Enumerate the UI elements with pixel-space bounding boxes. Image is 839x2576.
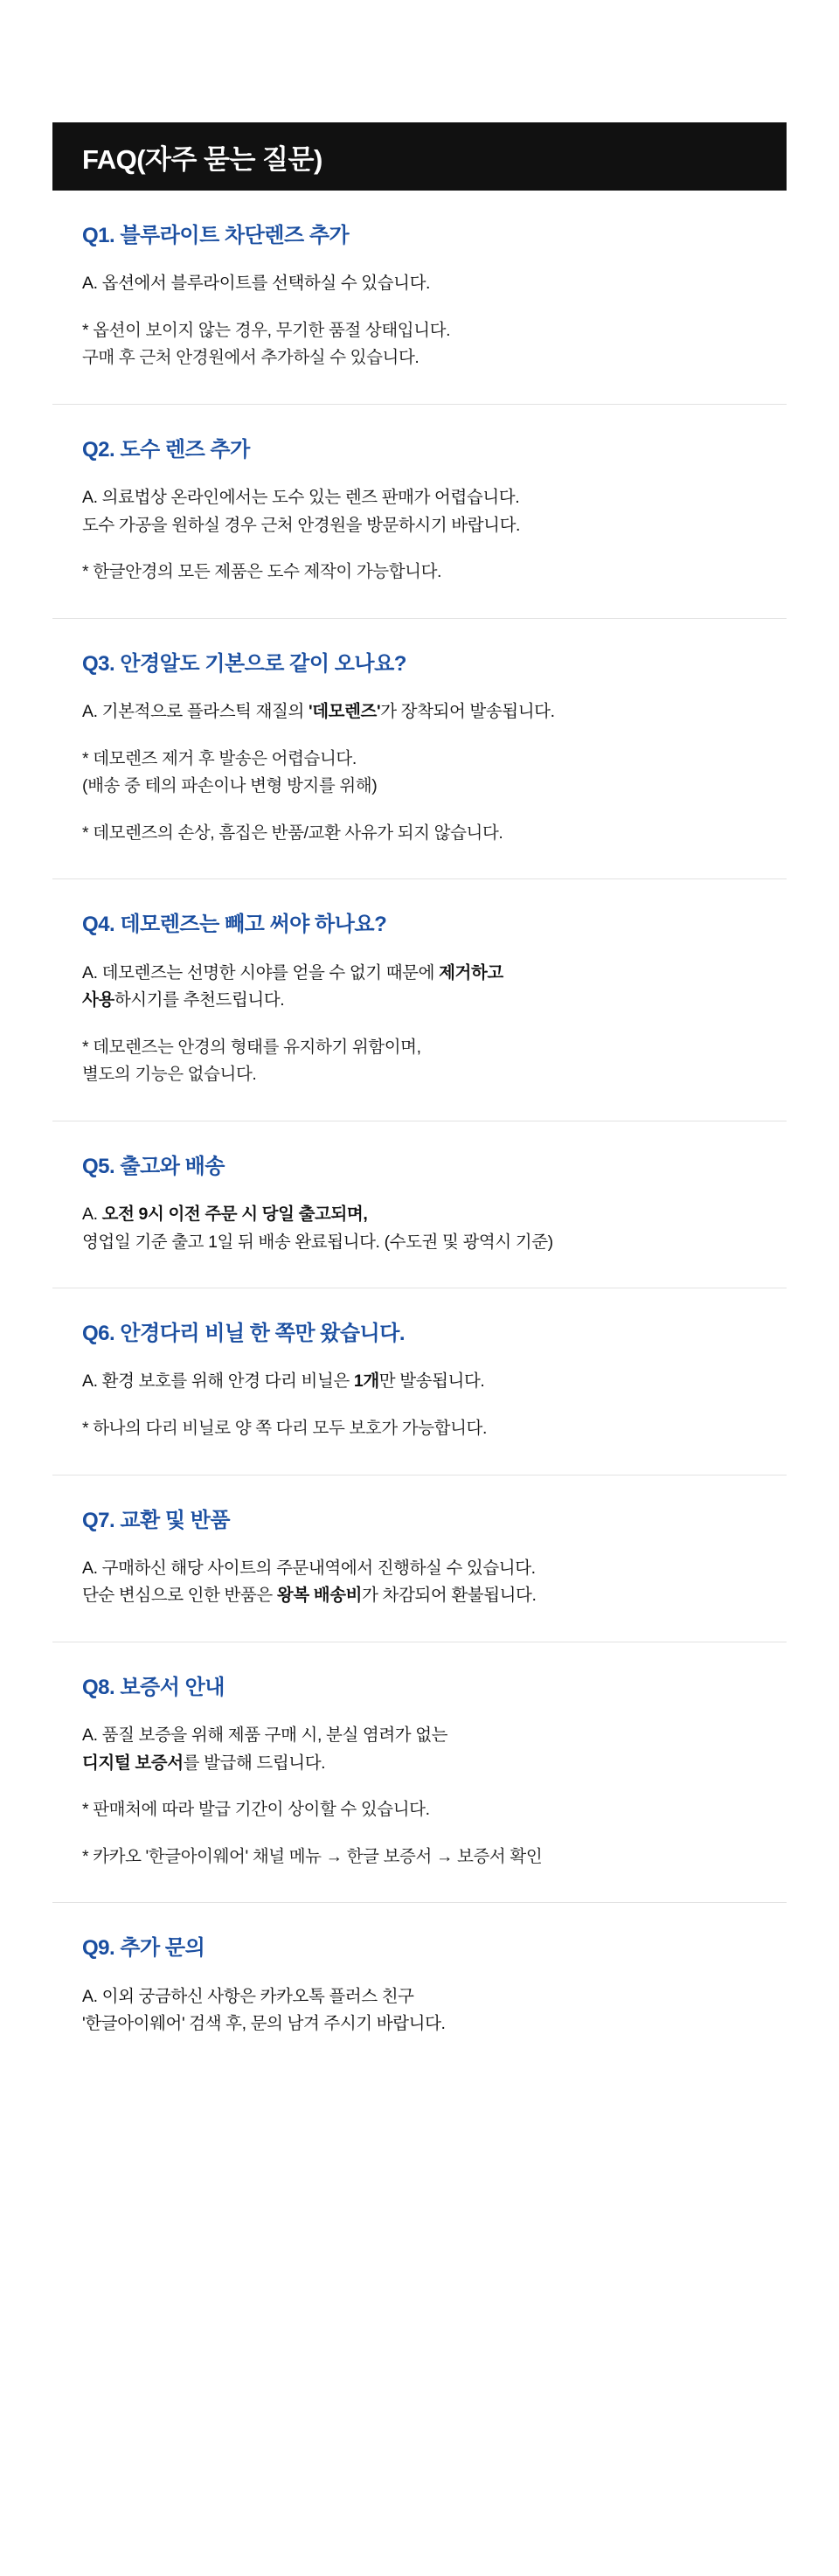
faq-answer-block: A. 이외 궁금하신 사항은 카카오톡 플러스 친구 '한글아이웨어' 검색 후, 문의 남겨 주시기 바랍니다.: [82, 1986, 446, 2034]
faq-item: [52, 1121, 787, 1288]
page-title: FAQ(자주 묻는 질문): [82, 143, 322, 175]
faq-answer-block: * 하나의 다리 비닐로 양 쪽 다리 모두 보호가 가능합니다.: [82, 1418, 487, 1438]
faq-container: [52, 0, 787, 2070]
faq-item: [52, 1903, 787, 2069]
faq-question: Q8. 보증서 안내: [82, 1675, 225, 1699]
faq-answer-block: * 판매처에 따라 발급 기간이 상이할 수 있습니다.: [82, 1800, 430, 1820]
faq-item: [52, 405, 787, 619]
faq-item: [52, 1642, 787, 1904]
faq-question: Q3. 안경알도 기본으로 같이 오나요?: [82, 651, 406, 676]
faq-title-bar: [52, 122, 787, 191]
faq-item: [52, 1288, 787, 1475]
faq-answer-block: A. 데모렌즈는 선명한 시야를 얻을 수 없기 때문에 제거하고 사용하시기를 추천드립니다.: [82, 962, 503, 1010]
faq-answer-block: * 데모렌즈의 손상, 흠집은 반품/교환 사유가 되지 않습니다.: [82, 823, 503, 843]
faq-answer-block: * 카카오 '한글아이웨어' 채널 메뉴 → 한글 보증서 → 보증서 확인: [82, 1846, 543, 1866]
faq-answer-block: * 데모렌즈 제거 후 발송은 어렵습니다. (배송 중 테의 파손이나 변형 방지를 위해): [82, 748, 378, 796]
faq-item: [52, 191, 787, 405]
faq-answer-block: A. 환경 보호를 위해 안경 다리 비닐은 1개만 발송됩니다.: [82, 1371, 485, 1392]
faq-answer-block: A. 기본적으로 플라스틱 재질의 '데모렌즈'가 장착되어 발송됩니다.: [82, 702, 555, 722]
faq-question: Q5. 출고와 배송: [82, 1154, 225, 1178]
faq-list: [52, 191, 787, 2070]
faq-question: Q4. 데모렌즈는 빼고 써야 하나요?: [82, 913, 387, 937]
faq-answer-block: A. 옵션에서 블루라이트를 선택하실 수 있습니다.: [82, 274, 431, 294]
faq-item: [52, 879, 787, 1121]
faq-question: Q1. 블루라이트 차단렌즈 추가: [82, 224, 350, 247]
faq-answer-block: A. 의료법상 온라인에서는 도수 있는 렌즈 판매가 어렵습니다. 도수 가공을 원하실 경우 근처 안경원을 방문하시기 바랍니다.: [82, 488, 521, 535]
faq-answer-block: * 데모렌즈는 안경의 형태를 유지하기 위함이며, 별도의 기능은 없습니다.: [82, 1037, 421, 1085]
faq-question: Q9. 추가 문의: [82, 1936, 205, 1961]
faq-question: Q6. 안경다리 비닐 한 쪽만 왔습니다.: [82, 1322, 406, 1346]
faq-answer-block: * 한글안경의 모든 제품은 도수 제작이 가능합니다.: [82, 562, 442, 582]
faq-answer-block: A. 구매하신 해당 사이트의 주문내역에서 진행하실 수 있습니다. 단순 변심으로 인한 반품은 왕복 배송비가 차감되어 환불됩니다.: [82, 1558, 537, 1606]
faq-question: Q2. 도수 렌즈 추가: [82, 437, 250, 462]
faq-item: [52, 1475, 787, 1642]
faq-question: Q7. 교환 및 반품: [82, 1508, 231, 1532]
faq-answer-block: A. 오전 9시 이전 주문 시 당일 출고되며, 영업일 기준 출고 1일 뒤 배송 완료됩니다. (수도권 및 광역시 기준): [82, 1205, 553, 1252]
faq-answer-block: A. 품질 보증을 위해 제품 구매 시, 분실 염려가 없는 디지털 보증서를 발급해 드립니다.: [82, 1725, 448, 1773]
faq-answer-block: * 옵션이 보이지 않는 경우, 무기한 품절 상태입니다. 구매 후 근처 안경원에서 추가하실 수 있습니다.: [82, 320, 451, 368]
faq-item: [52, 619, 787, 880]
